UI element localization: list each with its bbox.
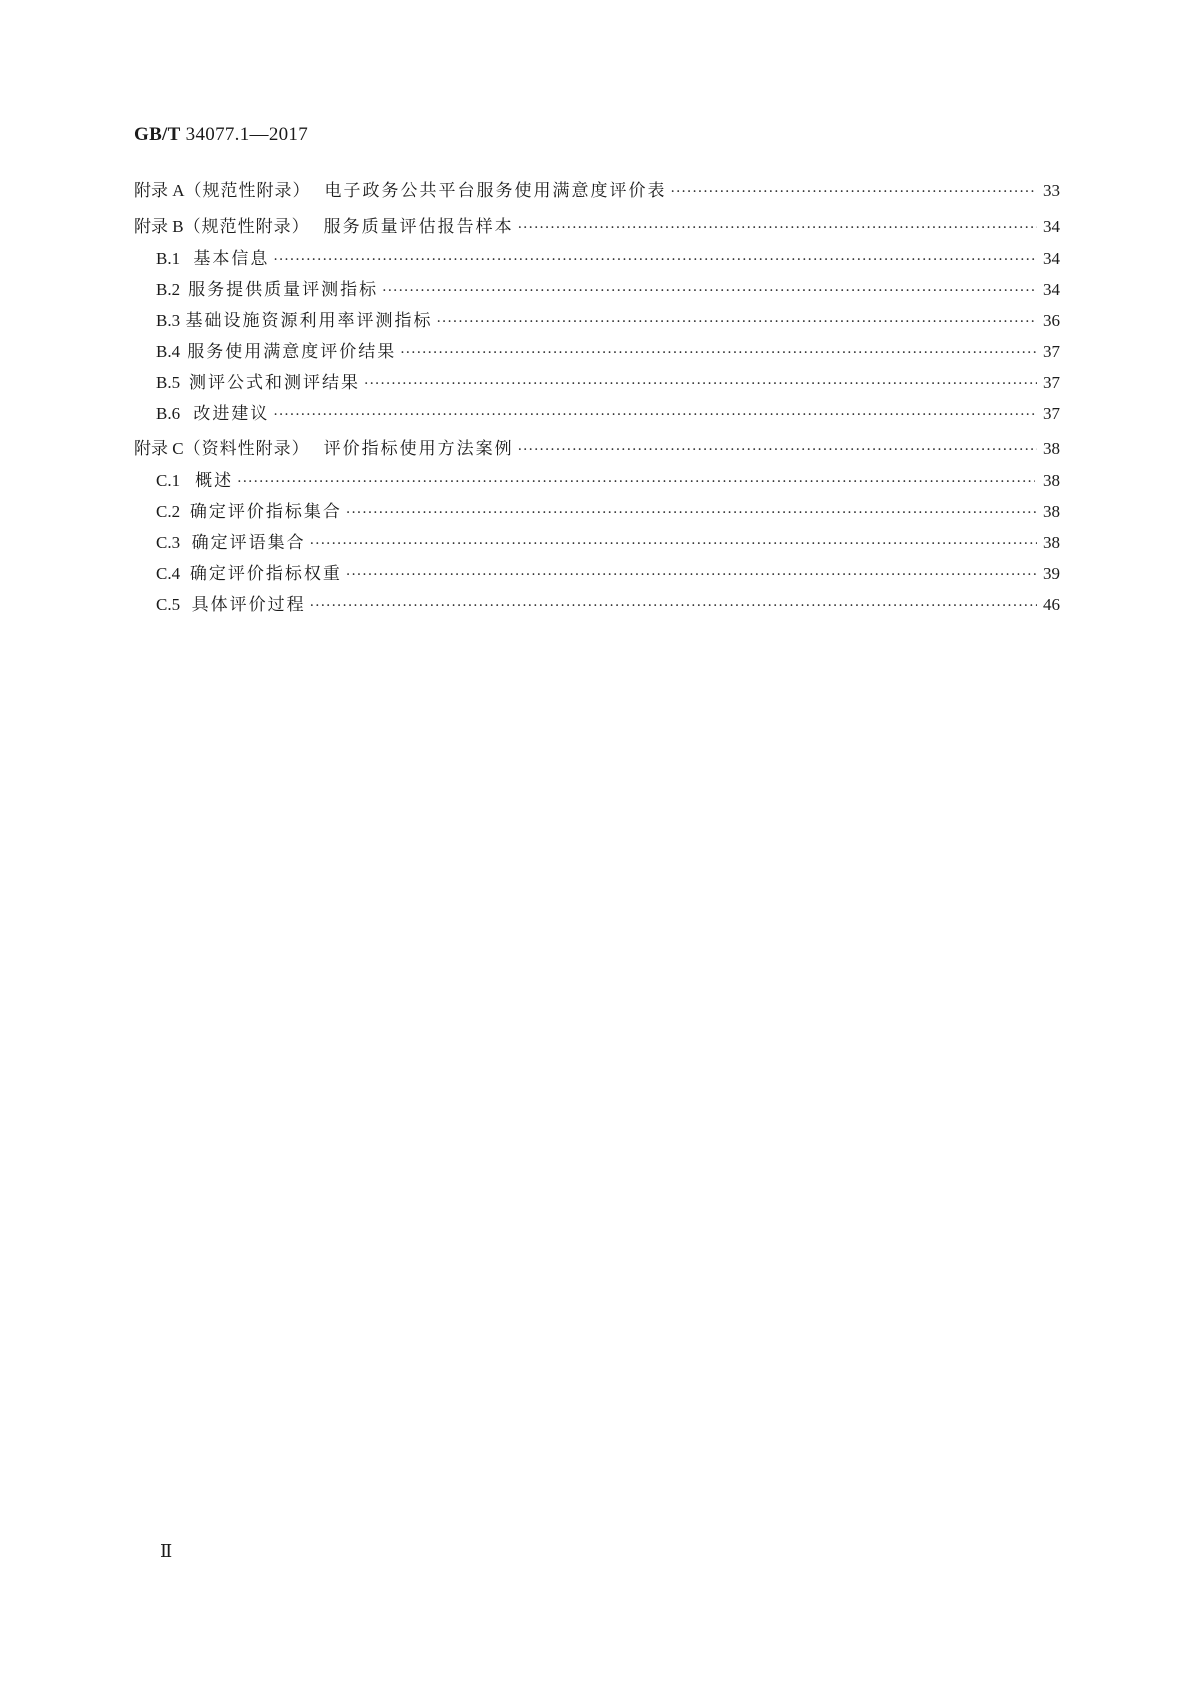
toc-entry-number: B.6 [156, 404, 181, 423]
toc-entry-annex-a[interactable] [134, 176, 1060, 208]
toc-dot-leader [310, 536, 1037, 552]
toc-entry-page: 46 [1043, 595, 1060, 614]
toc-entry-number: B.2 [156, 280, 181, 299]
toc-entry-number: C.2 [156, 502, 181, 521]
toc-entry-number: B.5 [156, 373, 181, 392]
toc-entry-title: 确定评价指标集合 [189, 502, 342, 522]
toc-entry-b6[interactable] [134, 399, 1060, 430]
toc-entry-c3[interactable] [134, 528, 1060, 559]
toc-entry-b2[interactable] [134, 275, 1060, 306]
document-code [134, 124, 308, 146]
toc-entry-page: 38 [1043, 439, 1060, 458]
toc-dot-leader [237, 474, 1035, 490]
toc-entry-b4[interactable] [134, 337, 1060, 368]
toc-dot-leader [436, 314, 1037, 330]
toc-entry-annex-type: （资料性附录） [183, 439, 310, 459]
toc-entry-page: 37 [1043, 373, 1060, 392]
toc-entry-page: 38 [1043, 471, 1060, 490]
toc-dot-leader [518, 442, 1037, 458]
toc-entry-number: 附录 C [134, 439, 184, 458]
toc-dot-leader [671, 184, 1037, 200]
toc-entry-annex-b[interactable] [134, 212, 1060, 244]
table-of-contents [134, 176, 1060, 621]
toc-entry-title: 基础设施资源利用率评测指标 [185, 311, 433, 331]
toc-entry-number: C.4 [156, 564, 181, 583]
toc-entry-c1[interactable] [134, 466, 1060, 497]
page-number: Ⅱ [160, 1541, 173, 1561]
toc-entry-page: 33 [1043, 181, 1060, 200]
toc-dot-leader [346, 567, 1037, 583]
toc-entry-number: C.3 [156, 533, 181, 552]
toc-dot-leader [273, 407, 1036, 423]
toc-dot-leader [364, 376, 1037, 392]
toc-entry-title: 确定评价指标权重 [189, 564, 342, 584]
toc-dot-leader [346, 505, 1037, 521]
toc-entry-page: 34 [1043, 280, 1060, 299]
toc-entry-c4[interactable] [134, 559, 1060, 590]
toc-entry-title: 测评公式和测评结果 [189, 373, 361, 393]
toc-entry-page: 37 [1043, 404, 1061, 423]
toc-entry-page: 38 [1043, 502, 1060, 521]
toc-entry-number: B.1 [156, 249, 181, 268]
toc-entry-title: 服务质量评估报告样本 [323, 217, 514, 237]
toc-entry-title: 服务使用满意度评价结果 [187, 342, 397, 362]
toc-entry-number: C.5 [156, 595, 181, 614]
toc-entry-page: 34 [1043, 249, 1061, 268]
toc-entry-title: 概述 [195, 471, 234, 491]
toc-entry-b1[interactable] [134, 244, 1060, 275]
toc-entry-page: 36 [1043, 311, 1060, 330]
toc-entry-annex-type: （规范性附录） [183, 217, 310, 237]
toc-entry-annex-type: （规范性附录） [184, 181, 311, 201]
toc-entry-title: 具体评价过程 [191, 595, 306, 615]
toc-entry-annex-c[interactable] [134, 434, 1060, 466]
toc-entry-title: 评价指标使用方法案例 [323, 439, 514, 459]
toc-entry-number: 附录 A [134, 181, 185, 200]
toc-entry-b5[interactable] [134, 368, 1060, 399]
toc-entry-page: 37 [1043, 342, 1060, 361]
toc-entry-title: 电子政务公共平台服务使用满意度评价表 [324, 181, 667, 201]
toc-dot-leader [400, 345, 1037, 361]
toc-entry-number: C.1 [156, 471, 181, 490]
toc-entry-number: B.3 [156, 311, 181, 330]
toc-entry-number: B.4 [156, 342, 181, 361]
toc-entry-c5[interactable] [134, 590, 1060, 621]
toc-entry-title: 基本信息 [193, 249, 270, 269]
toc-dot-leader [518, 220, 1037, 236]
toc-entry-title: 改进建议 [193, 404, 270, 424]
toc-entry-page: 39 [1043, 564, 1060, 583]
toc-dot-leader [382, 283, 1037, 299]
toc-entry-number: 附录 B [134, 217, 184, 236]
standard-number: 34077.1—2017 [185, 124, 309, 145]
standard-prefix: GB/T [134, 124, 181, 145]
toc-entry-c2[interactable] [134, 497, 1060, 528]
toc-entry-page: 38 [1043, 533, 1060, 552]
toc-entry-title: 服务提供质量评测指标 [188, 280, 379, 300]
toc-entry-b3[interactable] [134, 306, 1060, 337]
toc-entry-page: 34 [1043, 217, 1060, 236]
toc-dot-leader [273, 252, 1036, 268]
toc-dot-leader [310, 598, 1037, 614]
toc-entry-title: 确定评语集合 [191, 533, 306, 553]
